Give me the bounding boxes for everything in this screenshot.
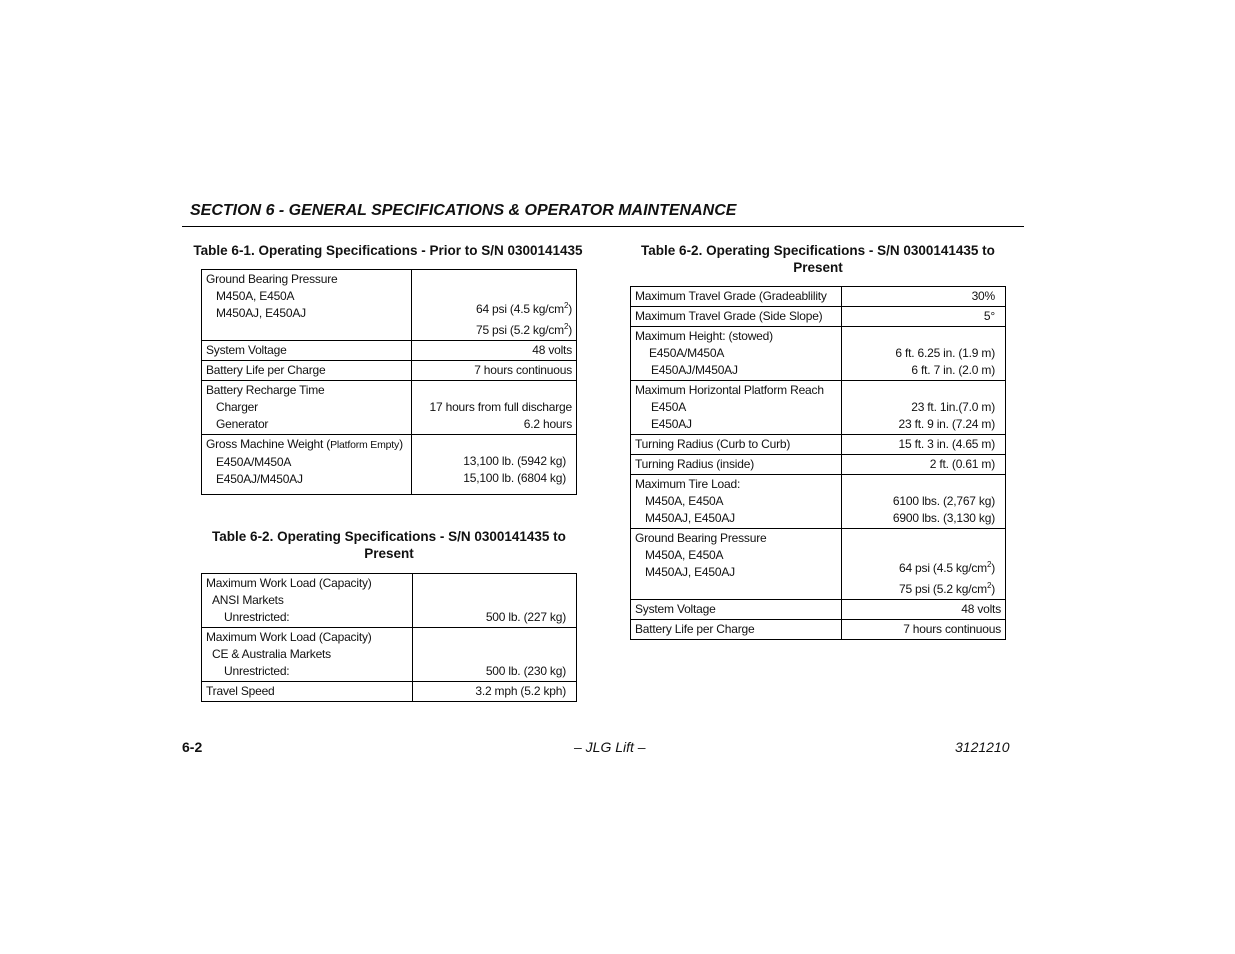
caption-line: Table 6-2. Operating Specifications - S/N 0300141435 to [212, 529, 566, 544]
spec-label: Battery Life per Charge [631, 620, 842, 640]
spec-value: 75 psi (5.2 kg/cm [898, 582, 987, 596]
spec-value: 75 psi (5.2 kg/cm [475, 323, 564, 337]
spec-label-note: Platform Empty [330, 439, 400, 451]
table1 [201, 269, 577, 495]
spec-label: System Voltage [202, 341, 412, 361]
spec-label-cell [202, 574, 413, 628]
spec-value: 48 volts [841, 600, 1006, 620]
spec-label-cell [202, 381, 412, 435]
table-row [631, 600, 1006, 620]
spec-value: 15,100 lb. (6804 kg) [463, 471, 566, 485]
spec-value: 6.2 hours [523, 417, 572, 431]
spec-sublabel: M450A, E450A [216, 289, 295, 303]
spec-value: 7 hours continuous [841, 620, 1006, 640]
document-number: 3121210 [955, 739, 1010, 755]
spec-sublabel: E450AJ/M450AJ [651, 363, 738, 377]
spec-value: 64 psi (4.5 kg/cm [475, 302, 564, 316]
spec-value: 6100 lbs. (2,767 kg) [892, 494, 995, 508]
table-row [202, 361, 577, 381]
spec-value-cell [841, 529, 1006, 600]
table2a-caption [201, 528, 577, 562]
table-row [631, 475, 1006, 529]
table-row [202, 435, 577, 495]
spec-sublabel: M450A, E450A [645, 548, 724, 562]
table1-caption: Table 6-1. Operating Specifications - Prior to S/N 0300141435 [193, 243, 583, 258]
table-row [631, 287, 1006, 307]
spec-label: Maximum Height: (stowed) [635, 329, 773, 343]
spec-value-cell [412, 435, 577, 495]
spec-label-cell [631, 529, 842, 600]
spec-sublabel: M450AJ, E450AJ [645, 511, 735, 525]
spec-label: Turning Radius (Curb to Curb) [631, 435, 842, 455]
spec-value: 17 hours from full discharge [429, 400, 572, 414]
spec-value: 64 psi (4.5 kg/cm [898, 561, 987, 575]
spec-label: Gross Machine Weight ( [206, 437, 331, 451]
spec-sublabel: Unrestricted: [224, 610, 290, 624]
spec-sublabel: E450A/M450A [649, 346, 725, 360]
spec-sublabel: M450AJ, E450AJ [216, 306, 306, 320]
spec-value: 30% [841, 287, 1006, 307]
table-row [631, 529, 1006, 600]
table-row [202, 270, 577, 341]
spec-label-cell [631, 327, 842, 381]
spec-value-cell [412, 381, 577, 435]
spec-label: Battery Recharge Time [206, 383, 325, 397]
table2b-caption [630, 242, 1006, 276]
spec-sublabel: Charger [216, 400, 258, 414]
spec-value-cell [841, 381, 1006, 435]
spec-value-cell [412, 270, 577, 341]
spec-label-cell [202, 435, 412, 495]
header-rule [182, 226, 1024, 227]
caption-line: Present [793, 260, 843, 275]
spec-value: 13,100 lb. (5942 kg) [463, 454, 566, 468]
spec-label: Maximum Horizontal Platform Reach [635, 383, 824, 397]
table-row [202, 628, 577, 682]
spec-label: Maximum Work Load (Capacity) [206, 576, 372, 590]
spec-label: Ground Bearing Pressure [635, 531, 767, 545]
superscript: 2 [563, 301, 569, 310]
spec-value: ) [991, 561, 995, 575]
table2b [630, 286, 1006, 640]
spec-value: 15 ft. 3 in. (4.65 m) [841, 435, 1006, 455]
spec-value: 48 volts [412, 341, 577, 361]
spec-value: 23 ft. 1in.(7.0 m) [911, 400, 995, 414]
spec-value: ) [568, 323, 572, 337]
spec-sublabel: E450A/M450A [216, 455, 292, 469]
spec-value: 6900 lbs. (3,130 kg) [892, 511, 995, 525]
spec-value-cell [841, 475, 1006, 529]
spec-label-cell [202, 270, 412, 341]
table-row [631, 307, 1006, 327]
caption-line: Present [364, 546, 414, 561]
spec-sublabel: E450AJ/M450AJ [216, 472, 303, 486]
spec-sublabel: M450A, E450A [645, 494, 724, 508]
spec-value: 5° [841, 307, 1006, 327]
spec-label: Maximum Work Load (Capacity) [206, 630, 372, 644]
table-row [631, 381, 1006, 435]
table-row [631, 327, 1006, 381]
spec-sublabel: E450A [651, 400, 687, 414]
spec-label: Ground Bearing Pressure [206, 272, 338, 286]
spec-value: 7 hours continuous [412, 361, 577, 381]
spec-sublabel: ANSI Markets [212, 593, 284, 607]
spec-label-cell [202, 628, 413, 682]
spec-label: Turning Radius (inside) [631, 455, 842, 475]
caption-line: Table 6-2. Operating Specifications - S/N 0300141435 to [641, 243, 995, 258]
spec-label: Battery Life per Charge [202, 361, 412, 381]
spec-label: Travel Speed [202, 682, 413, 702]
spec-sublabel: M450AJ, E450AJ [645, 565, 735, 579]
spec-label: System Voltage [631, 600, 842, 620]
spec-value: 6 ft. 6.25 in. (1.9 m) [895, 346, 995, 360]
spec-sublabel: CE & Australia Markets [212, 647, 331, 661]
table-row [202, 574, 577, 628]
table-row [631, 455, 1006, 475]
spec-value: ) [568, 302, 572, 316]
spec-label: Maximum Tire Load: [635, 477, 741, 491]
superscript: 2 [986, 560, 992, 569]
spec-sublabel: Generator [216, 417, 269, 431]
spec-value: 500 lb. (230 kg) [412, 628, 576, 682]
spec-value: 23 ft. 9 in. (7.24 m) [898, 417, 995, 431]
spec-value: 2 ft. (0.61 m) [841, 455, 1006, 475]
spec-sublabel: E450AJ [651, 417, 692, 431]
spec-sublabel: Unrestricted: [224, 664, 290, 678]
spec-value: 500 lb. (227 kg) [412, 574, 576, 628]
spec-label-cell [631, 381, 842, 435]
table-row [202, 682, 577, 702]
spec-label: Maximum Travel Grade (Side Slope) [631, 307, 842, 327]
spec-label: Maximum Travel Grade (Gradeablility [631, 287, 842, 307]
section-header: SECTION 6 - GENERAL SPECIFICATIONS & OPERATOR MAINTENANCE [190, 202, 737, 219]
table-row [631, 620, 1006, 640]
spec-value-cell [841, 327, 1006, 381]
superscript: 2 [563, 322, 569, 331]
table-row [202, 341, 577, 361]
page-number: 6-2 [182, 739, 203, 755]
footer-brand: – JLG Lift – [574, 739, 646, 755]
spec-label-cell [631, 475, 842, 529]
table-row [202, 381, 577, 435]
spec-label: ) [399, 437, 403, 451]
superscript: 2 [986, 581, 992, 590]
table2a [201, 573, 577, 702]
spec-value: 3.2 mph (5.2 kph) [412, 682, 576, 702]
spec-value: 6 ft. 7 in. (2.0 m) [911, 363, 995, 377]
table-row [631, 435, 1006, 455]
spec-value: ) [991, 582, 995, 596]
